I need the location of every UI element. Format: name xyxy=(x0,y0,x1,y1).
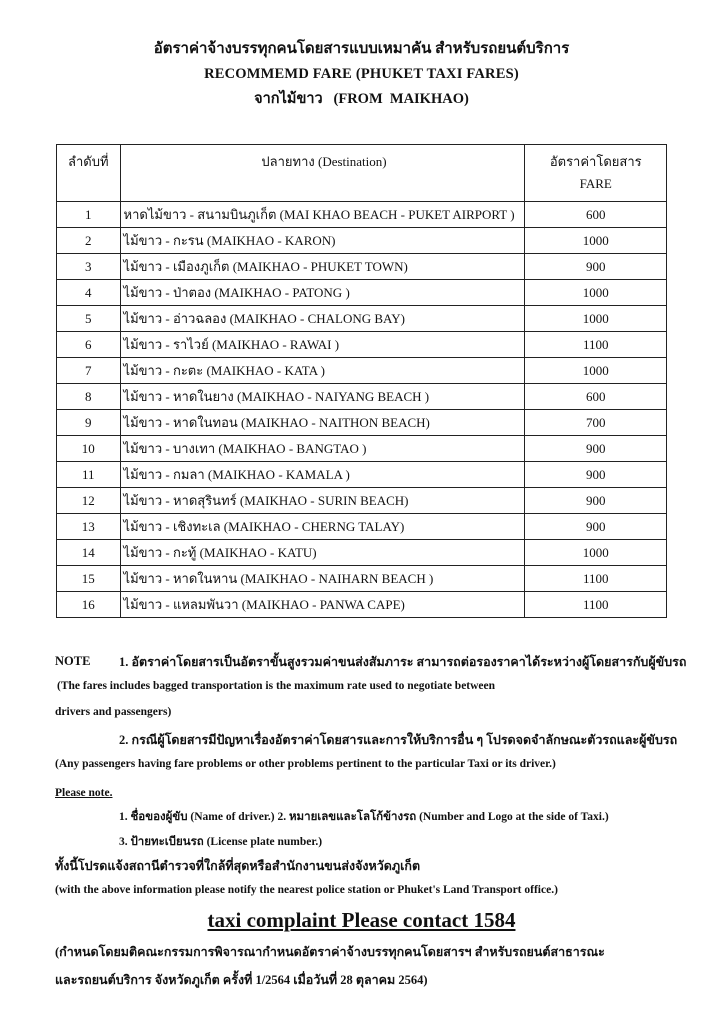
fare-row xyxy=(57,306,667,332)
fare-row xyxy=(57,228,667,254)
please-note-heading: Please note. xyxy=(55,787,113,799)
row-number: 7 xyxy=(57,358,121,384)
row-destination: ไม้ขาว - แหลมพันวา (MAIKHAO - PANWA CAPE) xyxy=(120,592,525,618)
header-title-english: RECOMMEMD FARE (PHUKET TAXI FARES) xyxy=(204,66,519,82)
fare-row xyxy=(57,436,667,462)
column-header-number: ลำดับที่ xyxy=(57,145,121,202)
header-origin: จากไม้ขาว (FROM MAIKHAO) xyxy=(254,91,469,107)
row-fare: 900 xyxy=(525,436,667,462)
fare-row xyxy=(57,514,667,540)
row-fare: 1000 xyxy=(525,540,667,566)
fare-row xyxy=(57,462,667,488)
row-destination: ไม้ขาว - หาดในยาง (MAIKHAO - NAIYANG BEACH ) xyxy=(120,384,525,410)
row-number: 15 xyxy=(57,566,121,592)
fare-row xyxy=(57,358,667,384)
row-number: 5 xyxy=(57,306,121,332)
document-header xyxy=(0,36,723,112)
please-note-item-3: 3. ป้ายทะเบียนรถ (License plate number.) xyxy=(119,836,323,848)
fare-row xyxy=(57,410,667,436)
row-fare: 900 xyxy=(525,488,667,514)
fare-row xyxy=(57,566,667,592)
row-destination: ไม้ขาว - อ่าวฉลอง (MAIKHAO - CHALONG BAY) xyxy=(120,306,525,332)
row-fare: 900 xyxy=(525,254,667,280)
row-number: 12 xyxy=(57,488,121,514)
row-destination: ไม้ขาว - กะทู้ (MAIKHAO - KATU) xyxy=(120,540,525,566)
row-number: 13 xyxy=(57,514,121,540)
row-number: 16 xyxy=(57,592,121,618)
column-header-destination: ปลายทาง (Destination) xyxy=(120,145,525,202)
footer-line-2: และรถยนต์บริการ จังหวัดภูเก็ต ครั้งที่ 1/2564 เมื่อวันที่ 28 ตุลาคม 2564) xyxy=(55,973,428,987)
row-destination: ไม้ขาว - กมลา (MAIKHAO - KAMALA ) xyxy=(120,462,525,488)
row-destination: หาดไม้ขาว - สนามบินภูเก็ต (MAI KHAO BEACH - PUKET AIRPORT ) xyxy=(120,202,525,228)
note-1-thai: 1. อัตราค่าโดยสารเป็นอัตราขั้นสูงรวมค่าขนส่งสัมภาระ สามารถต่อรองราคาได้ระหว่างผู้โดยสารกับผู้ขับรถ xyxy=(119,655,687,669)
complaint-contact: taxi complaint Please contact 1584 xyxy=(207,908,516,932)
fare-row xyxy=(57,332,667,358)
fare-table-header-row xyxy=(57,145,667,202)
footer-line-1: (กำหนดโดยมติคณะกรรมการพิจารณากำหนดอัตราค่าจ้างบรรทุกคนโดยสารฯ สำหรับรถยนต์สาธารณะ xyxy=(55,945,605,959)
please-note-items-1-2: 1. ชื่อของผู้ขับ (Name of driver.) 2. หมายเลขและโลโก้ข้างรถ (Number and Logo at the side of Taxi.) xyxy=(119,811,609,823)
row-number: 2 xyxy=(57,228,121,254)
notify-thai: ทั้งนี้โปรดแจ้งสถานีตำรวจที่ใกล้ที่สุดหรือสำนักงานขนส่งจังหวัดภูเก็ต xyxy=(55,859,421,873)
fare-row xyxy=(57,384,667,410)
row-destination: ไม้ขาว - กะรน (MAIKHAO - KARON) xyxy=(120,228,525,254)
row-fare: 1100 xyxy=(525,332,667,358)
row-destination: ไม้ขาว - บางเทา (MAIKHAO - BANGTAO ) xyxy=(120,436,525,462)
row-number: 1 xyxy=(57,202,121,228)
row-number: 10 xyxy=(57,436,121,462)
row-number: 8 xyxy=(57,384,121,410)
fare-row xyxy=(57,254,667,280)
row-destination: ไม้ขาว - ราไวย์ (MAIKHAO - RAWAI ) xyxy=(120,332,525,358)
row-destination: ไม้ขาว - เชิงทะเล (MAIKHAO - CHERNG TALAY) xyxy=(120,514,525,540)
fare-row xyxy=(57,592,667,618)
note-2-thai: 2. กรณีผู้โดยสารมีปัญหาเรื่องอัตราค่าโดยสารและการให้บริการอื่น ๆ โปรดจดจำลักษณะตัวรถและผู้ขับรถ xyxy=(119,733,678,747)
row-number: 9 xyxy=(57,410,121,436)
fare-table xyxy=(56,144,667,618)
note-label: NOTE xyxy=(55,654,91,668)
row-fare: 1000 xyxy=(525,228,667,254)
row-destination: ไม้ขาว - หาดสุรินทร์ (MAIKHAO - SURIN BEACH) xyxy=(120,488,525,514)
row-number: 3 xyxy=(57,254,121,280)
fare-table-body xyxy=(57,202,667,618)
fare-row xyxy=(57,280,667,306)
row-fare: 600 xyxy=(525,202,667,228)
fare-row xyxy=(57,202,667,228)
row-destination: ไม้ขาว - ป่าตอง (MAIKHAO - PATONG ) xyxy=(120,280,525,306)
row-destination: ไม้ขาว - หาดในหาน (MAIKHAO - NAIHARN BEACH ) xyxy=(120,566,525,592)
row-fare: 1000 xyxy=(525,306,667,332)
notify-english: (with the above information please notify the nearest police station or Phuket's Land Transport office.) xyxy=(55,884,558,896)
row-fare: 1000 xyxy=(525,358,667,384)
note-1-english-b: drivers and passengers) xyxy=(55,706,172,718)
note-2-english: (Any passengers having fare problems or other problems pertinent to the particular Taxi or its driver.) xyxy=(55,758,556,770)
column-header-fare: อัตราค่าโดยสาร FARE xyxy=(525,145,667,202)
row-fare: 900 xyxy=(525,462,667,488)
row-destination: ไม้ขาว - เมืองภูเก็ต (MAIKHAO - PHUKET TOWN) xyxy=(120,254,525,280)
fare-row xyxy=(57,540,667,566)
row-fare: 600 xyxy=(525,384,667,410)
row-fare: 1100 xyxy=(525,566,667,592)
row-destination: ไม้ขาว - กะตะ (MAIKHAO - KATA ) xyxy=(120,358,525,384)
row-fare: 900 xyxy=(525,514,667,540)
row-fare: 1100 xyxy=(525,592,667,618)
fare-row xyxy=(57,488,667,514)
note-1-english-a: (The fares includes bagged transportation is the maximum rate used to negotiate between xyxy=(57,680,496,692)
header-title-thai: อัตราค่าจ้างบรรทุกคนโดยสารแบบเหมาคัน สำหรับรถยนต์บริการ xyxy=(153,41,570,57)
row-destination: ไม้ขาว - หาดในทอน (MAIKHAO - NAITHON BEACH) xyxy=(120,410,525,436)
row-fare: 700 xyxy=(525,410,667,436)
row-number: 14 xyxy=(57,540,121,566)
row-number: 6 xyxy=(57,332,121,358)
row-fare: 1000 xyxy=(525,280,667,306)
row-number: 4 xyxy=(57,280,121,306)
row-number: 11 xyxy=(57,462,121,488)
